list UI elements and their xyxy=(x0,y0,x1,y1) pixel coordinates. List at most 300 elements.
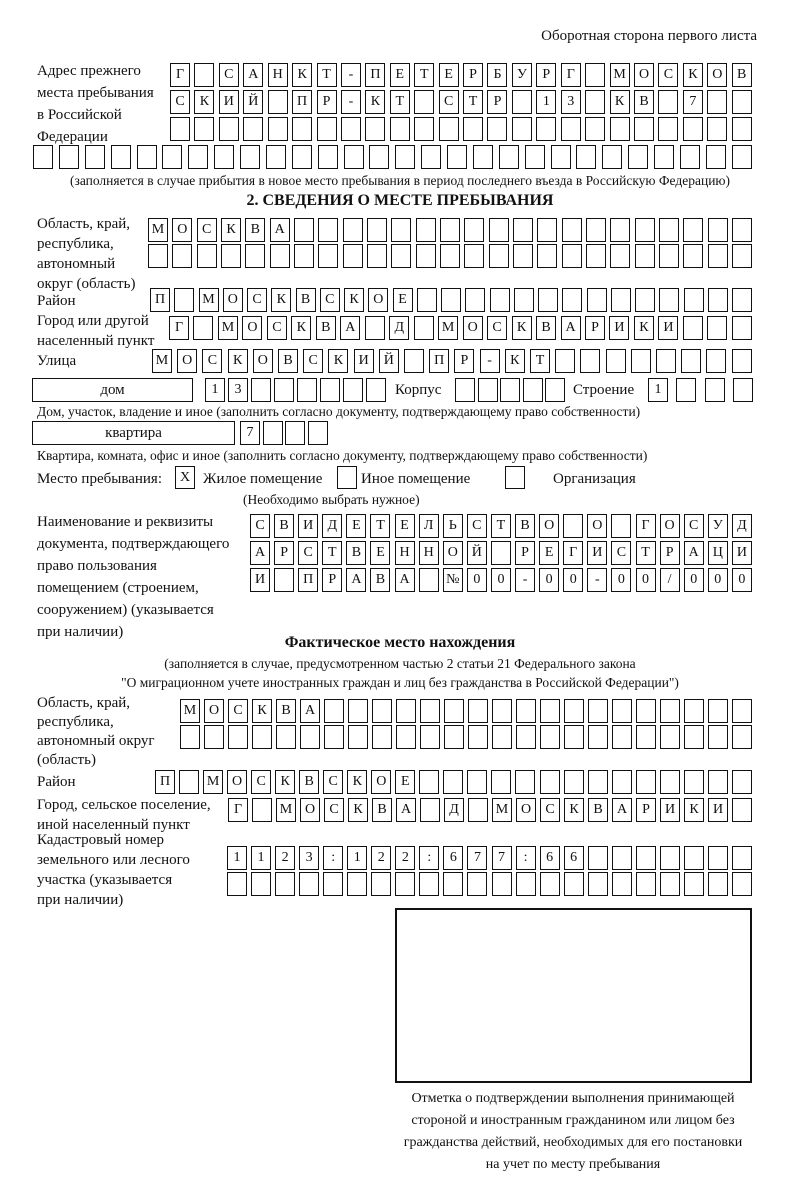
char-box[interactable]: 1 xyxy=(251,846,271,870)
char-box[interactable]: А xyxy=(395,568,415,592)
char-box[interactable]: О xyxy=(300,798,320,822)
char-box[interactable] xyxy=(516,872,536,896)
char-box[interactable]: Г xyxy=(561,63,581,87)
char-box[interactable] xyxy=(59,145,79,169)
char-box[interactable]: О xyxy=(443,541,463,565)
char-box[interactable] xyxy=(659,244,679,268)
char-box[interactable] xyxy=(447,145,467,169)
char-box[interactable] xyxy=(419,770,439,794)
char-box[interactable]: 0 xyxy=(684,568,704,592)
char-box[interactable]: А xyxy=(684,541,704,565)
char-box[interactable] xyxy=(683,244,703,268)
char-box[interactable] xyxy=(635,288,655,312)
char-box[interactable]: С xyxy=(324,798,344,822)
char-box[interactable] xyxy=(463,117,483,141)
char-box[interactable]: Т xyxy=(317,63,337,87)
char-box[interactable] xyxy=(341,117,361,141)
char-box[interactable] xyxy=(523,378,543,402)
char-box[interactable] xyxy=(586,244,606,268)
char-box[interactable] xyxy=(221,244,241,268)
char-box[interactable]: И xyxy=(658,316,678,340)
char-box[interactable]: И xyxy=(219,90,239,114)
char-box[interactable] xyxy=(308,421,328,445)
char-box[interactable] xyxy=(580,349,600,373)
char-box[interactable]: К xyxy=(194,90,214,114)
char-box[interactable]: К xyxy=(228,349,248,373)
char-box[interactable]: 3 xyxy=(561,90,581,114)
char-box[interactable]: Т xyxy=(390,90,410,114)
char-box[interactable] xyxy=(612,770,632,794)
char-box[interactable] xyxy=(440,218,460,242)
char-box[interactable] xyxy=(197,244,217,268)
char-box[interactable]: О xyxy=(463,316,483,340)
char-box[interactable]: С xyxy=(487,316,507,340)
char-box[interactable] xyxy=(684,288,704,312)
char-box[interactable] xyxy=(489,244,509,268)
char-box[interactable] xyxy=(512,117,532,141)
char-box[interactable]: Р xyxy=(487,90,507,114)
char-box[interactable] xyxy=(162,145,182,169)
char-box[interactable] xyxy=(636,846,656,870)
char-box[interactable] xyxy=(564,699,584,723)
char-box[interactable] xyxy=(683,218,703,242)
char-box[interactable] xyxy=(468,725,488,749)
char-box[interactable]: 3 xyxy=(299,846,319,870)
char-box[interactable]: В xyxy=(296,288,316,312)
char-box[interactable] xyxy=(612,846,632,870)
char-box[interactable] xyxy=(588,699,608,723)
char-box[interactable]: С xyxy=(267,316,287,340)
char-box[interactable]: М xyxy=(180,699,200,723)
char-box[interactable]: О xyxy=(707,63,727,87)
char-box[interactable] xyxy=(487,117,507,141)
char-box[interactable] xyxy=(658,90,678,114)
char-box[interactable]: П xyxy=(150,288,170,312)
char-box[interactable] xyxy=(251,378,271,402)
char-box[interactable] xyxy=(344,145,364,169)
char-box[interactable] xyxy=(611,514,631,538)
char-box[interactable]: Г xyxy=(228,798,248,822)
char-box[interactable] xyxy=(634,117,654,141)
char-box[interactable]: 0 xyxy=(708,568,728,592)
char-box[interactable] xyxy=(419,872,439,896)
char-box[interactable]: 3 xyxy=(228,378,248,402)
char-box[interactable] xyxy=(707,90,727,114)
char-box[interactable]: О xyxy=(204,699,224,723)
char-box[interactable]: Д xyxy=(732,514,752,538)
char-box[interactable] xyxy=(275,872,295,896)
char-box[interactable]: С xyxy=(467,514,487,538)
char-box[interactable] xyxy=(585,90,605,114)
char-box[interactable] xyxy=(323,872,343,896)
char-box[interactable] xyxy=(395,872,415,896)
char-box[interactable]: С xyxy=(219,63,239,87)
char-box[interactable] xyxy=(285,421,305,445)
char-box[interactable] xyxy=(443,872,463,896)
char-box[interactable] xyxy=(654,145,674,169)
char-box[interactable] xyxy=(444,725,464,749)
char-box[interactable]: М xyxy=(148,218,168,242)
char-box[interactable] xyxy=(348,725,368,749)
char-box[interactable] xyxy=(318,218,338,242)
char-box[interactable]: В xyxy=(732,63,752,87)
char-box[interactable]: 1 xyxy=(648,378,668,402)
char-box[interactable] xyxy=(551,145,571,169)
char-box[interactable] xyxy=(214,145,234,169)
char-box[interactable]: Н xyxy=(419,541,439,565)
char-box[interactable]: В xyxy=(588,798,608,822)
char-box[interactable] xyxy=(371,872,391,896)
char-box[interactable] xyxy=(732,872,752,896)
char-box[interactable]: В xyxy=(245,218,265,242)
char-box[interactable] xyxy=(478,378,498,402)
char-box[interactable] xyxy=(492,872,512,896)
char-box[interactable]: В xyxy=(274,514,294,538)
char-box[interactable] xyxy=(732,288,752,312)
char-box[interactable] xyxy=(492,699,512,723)
char-box[interactable] xyxy=(294,244,314,268)
char-box[interactable]: И xyxy=(609,316,629,340)
char-box[interactable] xyxy=(612,872,632,896)
char-box[interactable]: П xyxy=(155,770,175,794)
char-box[interactable]: Г xyxy=(170,63,190,87)
char-box[interactable]: : xyxy=(323,846,343,870)
char-box[interactable] xyxy=(194,63,214,87)
char-box[interactable]: Е xyxy=(439,63,459,87)
char-box[interactable] xyxy=(606,349,626,373)
char-box[interactable]: : xyxy=(516,846,536,870)
char-box[interactable]: 2 xyxy=(371,846,391,870)
char-box[interactable] xyxy=(292,117,312,141)
char-box[interactable]: М xyxy=(276,798,296,822)
char-box[interactable] xyxy=(396,699,416,723)
char-box[interactable] xyxy=(708,244,728,268)
char-box[interactable] xyxy=(540,872,560,896)
char-box[interactable]: 0 xyxy=(563,568,583,592)
char-box[interactable] xyxy=(540,699,560,723)
char-box[interactable] xyxy=(708,846,728,870)
char-box[interactable] xyxy=(612,725,632,749)
char-box[interactable] xyxy=(274,568,294,592)
char-box[interactable]: Т xyxy=(463,90,483,114)
char-box[interactable] xyxy=(708,288,728,312)
char-box[interactable]: 1 xyxy=(227,846,247,870)
char-box[interactable]: К xyxy=(684,798,704,822)
char-box[interactable] xyxy=(348,699,368,723)
char-box[interactable] xyxy=(420,798,440,822)
char-box[interactable]: К xyxy=(271,288,291,312)
char-box[interactable] xyxy=(343,218,363,242)
char-box[interactable] xyxy=(681,349,701,373)
char-box[interactable] xyxy=(588,770,608,794)
char-box[interactable] xyxy=(443,770,463,794)
char-box[interactable]: П xyxy=(292,90,312,114)
char-box[interactable]: Р xyxy=(585,316,605,340)
char-box[interactable] xyxy=(537,244,557,268)
char-box[interactable] xyxy=(274,378,294,402)
char-box[interactable] xyxy=(660,725,680,749)
char-box[interactable] xyxy=(365,117,385,141)
char-box[interactable]: О xyxy=(371,770,391,794)
char-box[interactable] xyxy=(372,699,392,723)
char-box[interactable]: № xyxy=(443,568,463,592)
char-box[interactable] xyxy=(317,117,337,141)
stay-option-organization-checkbox[interactable] xyxy=(505,466,525,489)
char-box[interactable]: К xyxy=(505,349,525,373)
char-box[interactable] xyxy=(732,117,752,141)
char-box[interactable] xyxy=(732,316,752,340)
char-box[interactable]: Р xyxy=(463,63,483,87)
char-box[interactable] xyxy=(708,699,728,723)
char-box[interactable] xyxy=(684,699,704,723)
char-box[interactable] xyxy=(391,244,411,268)
char-box[interactable] xyxy=(252,725,272,749)
char-box[interactable]: М xyxy=(438,316,458,340)
char-box[interactable] xyxy=(441,288,461,312)
char-box[interactable] xyxy=(148,244,168,268)
char-box[interactable]: К xyxy=(292,63,312,87)
char-box[interactable] xyxy=(111,145,131,169)
char-box[interactable]: Р xyxy=(660,541,680,565)
char-box[interactable]: А xyxy=(243,63,263,87)
stay-option-residential-checkbox[interactable]: X xyxy=(175,466,195,489)
char-box[interactable] xyxy=(707,117,727,141)
char-box[interactable]: В xyxy=(536,316,556,340)
char-box[interactable] xyxy=(684,872,704,896)
char-box[interactable] xyxy=(611,288,631,312)
char-box[interactable] xyxy=(420,725,440,749)
char-box[interactable]: Е xyxy=(393,288,413,312)
char-box[interactable] xyxy=(276,725,296,749)
char-box[interactable] xyxy=(421,145,441,169)
char-box[interactable] xyxy=(347,872,367,896)
char-box[interactable] xyxy=(245,244,265,268)
char-box[interactable] xyxy=(706,349,726,373)
char-box[interactable] xyxy=(514,288,534,312)
char-box[interactable]: К xyxy=(348,798,368,822)
char-box[interactable]: К xyxy=(252,699,272,723)
char-box[interactable]: Т xyxy=(370,514,390,538)
char-box[interactable]: / xyxy=(660,568,680,592)
char-box[interactable] xyxy=(588,872,608,896)
char-box[interactable]: Т xyxy=(322,541,342,565)
char-box[interactable] xyxy=(465,288,485,312)
char-box[interactable]: К xyxy=(365,90,385,114)
char-box[interactable]: К xyxy=(275,770,295,794)
char-box[interactable]: Р xyxy=(454,349,474,373)
char-box[interactable] xyxy=(684,846,704,870)
char-box[interactable]: О xyxy=(660,514,680,538)
char-box[interactable]: Р xyxy=(536,63,556,87)
char-box[interactable] xyxy=(587,288,607,312)
char-box[interactable]: С xyxy=(439,90,459,114)
char-box[interactable] xyxy=(733,378,753,402)
char-box[interactable]: О xyxy=(516,798,536,822)
char-box[interactable]: К xyxy=(512,316,532,340)
char-box[interactable]: Н xyxy=(395,541,415,565)
char-box[interactable] xyxy=(610,218,630,242)
char-box[interactable] xyxy=(490,288,510,312)
char-box[interactable] xyxy=(324,725,344,749)
char-box[interactable]: К xyxy=(344,288,364,312)
char-box[interactable] xyxy=(684,770,704,794)
char-box[interactable] xyxy=(300,725,320,749)
char-box[interactable] xyxy=(732,798,752,822)
char-box[interactable] xyxy=(515,770,535,794)
char-box[interactable] xyxy=(172,244,192,268)
char-box[interactable] xyxy=(396,725,416,749)
char-box[interactable]: В xyxy=(346,541,366,565)
char-box[interactable]: Г xyxy=(636,514,656,538)
char-box[interactable] xyxy=(660,770,680,794)
char-box[interactable]: К xyxy=(634,316,654,340)
char-box[interactable]: И xyxy=(354,349,374,373)
char-box[interactable] xyxy=(676,378,696,402)
char-box[interactable]: С xyxy=(247,288,267,312)
char-box[interactable] xyxy=(270,244,290,268)
char-box[interactable] xyxy=(564,770,584,794)
char-box[interactable] xyxy=(659,288,679,312)
char-box[interactable] xyxy=(564,725,584,749)
char-box[interactable] xyxy=(299,872,319,896)
char-box[interactable] xyxy=(240,145,260,169)
char-box[interactable] xyxy=(706,145,726,169)
char-box[interactable]: Т xyxy=(414,63,434,87)
char-box[interactable] xyxy=(660,872,680,896)
char-box[interactable] xyxy=(680,145,700,169)
char-box[interactable] xyxy=(732,699,752,723)
char-box[interactable] xyxy=(416,244,436,268)
char-box[interactable] xyxy=(439,117,459,141)
char-box[interactable]: Г xyxy=(169,316,189,340)
char-box[interactable] xyxy=(540,770,560,794)
char-box[interactable] xyxy=(268,117,288,141)
char-box[interactable] xyxy=(404,349,424,373)
char-box[interactable]: 7 xyxy=(240,421,260,445)
char-box[interactable]: Е xyxy=(370,541,390,565)
char-box[interactable]: К xyxy=(347,770,367,794)
char-box[interactable] xyxy=(467,770,487,794)
char-box[interactable]: М xyxy=(203,770,223,794)
char-box[interactable] xyxy=(266,145,286,169)
char-box[interactable] xyxy=(707,316,727,340)
char-box[interactable] xyxy=(292,145,312,169)
char-box[interactable]: Д xyxy=(389,316,409,340)
char-box[interactable]: О xyxy=(227,770,247,794)
char-box[interactable] xyxy=(414,90,434,114)
stay-option-other-checkbox[interactable] xyxy=(337,466,357,489)
char-box[interactable] xyxy=(545,378,565,402)
char-box[interactable] xyxy=(602,145,622,169)
char-box[interactable]: - xyxy=(587,568,607,592)
char-box[interactable]: 6 xyxy=(443,846,463,870)
char-box[interactable]: М xyxy=(492,798,512,822)
char-box[interactable] xyxy=(464,218,484,242)
char-box[interactable] xyxy=(684,725,704,749)
char-box[interactable]: К xyxy=(291,316,311,340)
char-box[interactable]: М xyxy=(199,288,219,312)
char-box[interactable]: С xyxy=(323,770,343,794)
char-box[interactable] xyxy=(417,288,437,312)
char-box[interactable]: 1 xyxy=(536,90,556,114)
char-box[interactable]: К xyxy=(564,798,584,822)
char-box[interactable] xyxy=(365,316,385,340)
char-box[interactable]: В xyxy=(370,568,390,592)
char-box[interactable] xyxy=(467,872,487,896)
char-box[interactable]: М xyxy=(610,63,630,87)
char-box[interactable]: 0 xyxy=(636,568,656,592)
char-box[interactable] xyxy=(367,244,387,268)
char-box[interactable] xyxy=(263,421,283,445)
char-box[interactable] xyxy=(656,349,676,373)
char-box[interactable] xyxy=(636,872,656,896)
char-box[interactable]: П xyxy=(298,568,318,592)
char-box[interactable]: С xyxy=(303,349,323,373)
char-box[interactable] xyxy=(170,117,190,141)
char-box[interactable] xyxy=(561,117,581,141)
char-box[interactable]: 6 xyxy=(540,846,560,870)
char-box[interactable]: Е xyxy=(395,514,415,538)
char-box[interactable] xyxy=(420,699,440,723)
char-box[interactable]: Б xyxy=(487,63,507,87)
char-box[interactable]: 0 xyxy=(539,568,559,592)
char-box[interactable] xyxy=(658,117,678,141)
char-box[interactable] xyxy=(243,117,263,141)
char-box[interactable] xyxy=(659,218,679,242)
char-box[interactable] xyxy=(636,770,656,794)
char-box[interactable]: С xyxy=(197,218,217,242)
char-box[interactable]: И xyxy=(298,514,318,538)
char-box[interactable] xyxy=(491,541,511,565)
char-box[interactable]: П xyxy=(365,63,385,87)
char-box[interactable] xyxy=(391,218,411,242)
char-box[interactable]: Й xyxy=(243,90,263,114)
char-box[interactable] xyxy=(468,798,488,822)
char-box[interactable]: 1 xyxy=(205,378,225,402)
char-box[interactable]: 6 xyxy=(564,846,584,870)
char-box[interactable] xyxy=(455,378,475,402)
char-box[interactable] xyxy=(416,218,436,242)
char-box[interactable]: В xyxy=(372,798,392,822)
char-box[interactable] xyxy=(137,145,157,169)
char-box[interactable]: - xyxy=(341,63,361,87)
char-box[interactable] xyxy=(525,145,545,169)
char-box[interactable] xyxy=(705,378,725,402)
char-box[interactable]: 7 xyxy=(492,846,512,870)
char-box[interactable] xyxy=(588,846,608,870)
char-box[interactable] xyxy=(395,145,415,169)
char-box[interactable]: А xyxy=(300,699,320,723)
char-box[interactable]: С xyxy=(611,541,631,565)
char-box[interactable] xyxy=(500,378,520,402)
char-box[interactable] xyxy=(343,378,363,402)
char-box[interactable]: О xyxy=(253,349,273,373)
char-box[interactable] xyxy=(612,699,632,723)
char-box[interactable] xyxy=(513,218,533,242)
char-box[interactable] xyxy=(419,568,439,592)
char-box[interactable] xyxy=(252,798,272,822)
char-box[interactable]: А xyxy=(340,316,360,340)
char-box[interactable] xyxy=(610,117,630,141)
char-box[interactable]: Л xyxy=(419,514,439,538)
char-box[interactable] xyxy=(492,725,512,749)
char-box[interactable] xyxy=(204,725,224,749)
char-box[interactable]: 0 xyxy=(491,568,511,592)
char-box[interactable] xyxy=(683,316,703,340)
char-box[interactable]: С xyxy=(298,541,318,565)
char-box[interactable]: Й xyxy=(467,541,487,565)
char-box[interactable]: С xyxy=(320,288,340,312)
